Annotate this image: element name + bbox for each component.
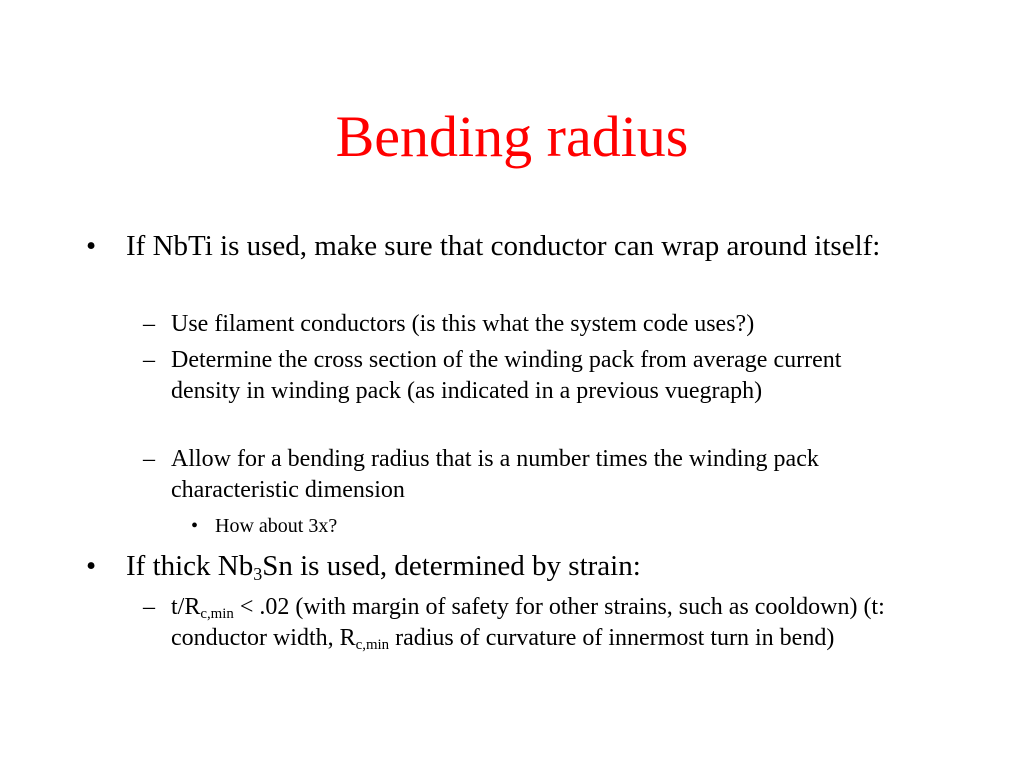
sub-bullet-strain [143,592,901,654]
sub-bullet-text: Determine the cross section of the winding pack from average current density in winding pack (as indicated in a previous vuegraph) [171,347,842,404]
sub-bullet-text [171,592,901,654]
sub-sub-bullet-3x [191,513,815,539]
sub-bullet-text: Use filament conductors (is this what the system code uses?) [171,311,755,337]
dash-marker: – [143,446,155,472]
subscript-c-min: c,min [355,637,390,654]
sub-bullet-bending-radius [143,444,951,506]
bullet-marker: • [191,515,199,537]
bullet-text: If NbTi is used, make sure that conductor can wrap around itself: [126,230,881,262]
bullet-text-pre: If thick Nb [126,550,254,582]
text-part-1: t/R [171,594,201,620]
subscript: 3 [253,564,263,585]
sub-bullet-filament [143,309,951,340]
text-part-3: radius of curvature of innermost turn in bend) [389,625,835,651]
bullet-nbti [86,229,946,263]
bullet-text [126,549,946,583]
sub-bullet-cross-section [143,345,891,407]
sub-bullet-text: Allow for a bending radius that is a number times the winding pack characteristic dimension [171,446,819,503]
bullet-nb3sn [86,549,946,585]
slide-title: Bending radius [335,104,689,169]
dash-marker: – [143,594,155,620]
dash-marker: – [143,347,155,373]
text-part-2: < .02 (with margin of safety for other strains, such as cooldown) (t: conductor width, R [171,594,885,651]
subscript-c-min: c,min [200,606,234,623]
bullet-marker: • [86,230,97,262]
bullet-marker: • [86,550,97,582]
bullet-text-post: Sn is used, determined by strain: [262,550,641,582]
sub-sub-bullet-text: How about 3x? [215,515,338,537]
dash-marker: – [143,311,155,337]
